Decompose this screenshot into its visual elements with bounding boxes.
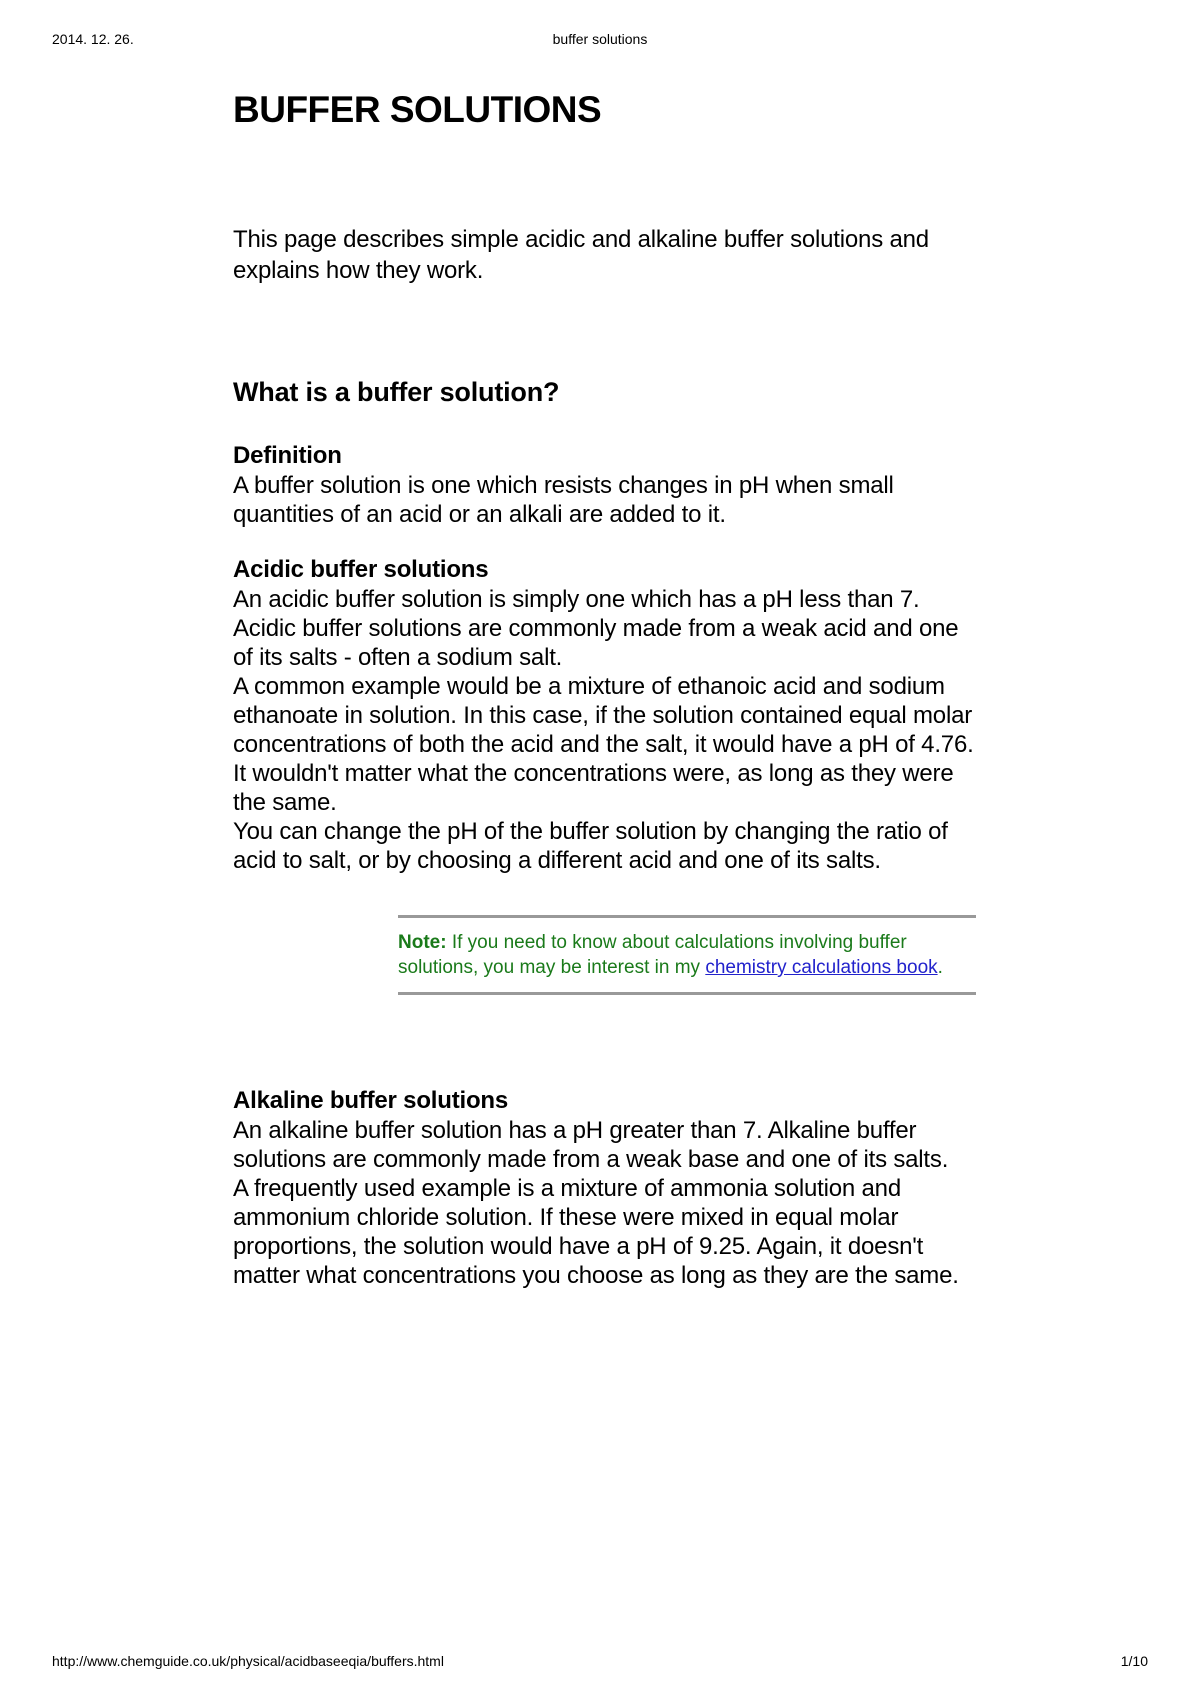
note-end: .	[937, 957, 943, 978]
alkaline-paragraph-1: An alkaline buffer solution has a pH greater than 7. Alkaline buffer solutions are commonly made from a weak base and one of its salts.	[233, 1117, 949, 1173]
print-document-title: buffer solutions	[552, 31, 648, 47]
section-heading-what-is-buffer: What is a buffer solution?	[233, 377, 560, 407]
intro-paragraph: This page describes simple acidic and alkaline buffer solutions and explains how they work.	[233, 226, 929, 284]
page-content	[233, 86, 978, 1290]
alkaline-buffer-heading: Alkaline buffer solutions	[233, 1087, 509, 1114]
print-footer	[52, 1653, 1148, 1673]
acidic-paragraph-3: You can change the pH of the buffer solution by changing the ratio of acid to salt, or by choosing a different acid and one of its salts.	[233, 818, 948, 874]
print-header	[52, 31, 1148, 51]
page-number: 1/10	[1120, 1653, 1148, 1669]
definition-paragraph: A buffer solution is one which resists changes in pH when small quantities of an acid or an alkali are added to it.	[233, 472, 894, 528]
note-text: If you need to know about calculations involving buffer solutions, you may be interest in my	[398, 932, 907, 978]
acidic-buffer-heading: Acidic buffer solutions	[233, 556, 489, 583]
alkaline-paragraph-2: A frequently used example is a mixture of ammonia solution and ammonium chloride solution. If these were mixed in equal molar proportions, the solution would have a pH of 9.25. Again, it doesn't matter what concentrations you choose as long as they are the same.	[233, 1175, 959, 1289]
note-label: Note:	[398, 932, 447, 953]
acidic-paragraph-1: An acidic buffer solution is simply one which has a pH less than 7. Acidic buffer solutions are commonly made from a weak acid and one of its salts - often a sodium salt.	[233, 586, 959, 671]
chemistry-calculations-book-link[interactable]: chemistry calculations book	[705, 957, 938, 978]
acidic-paragraph-2: A common example would be a mixture of ethanoic acid and sodium ethanoate in solution. In this case, if the solution contained equal molar concentrations of both the acid and the salt, it would have a pH of 4.76. It wouldn't matter what the concentrations were, as long as they were the same.	[233, 673, 974, 816]
page-title: BUFFER SOLUTIONS	[233, 89, 602, 130]
definition-heading: Definition	[233, 442, 342, 469]
print-url: http://www.chemguide.co.uk/physical/acidbaseeqia/buffers.html	[52, 1653, 444, 1669]
print-date: 2014. 12. 26.	[52, 31, 134, 47]
note-box	[398, 915, 976, 995]
